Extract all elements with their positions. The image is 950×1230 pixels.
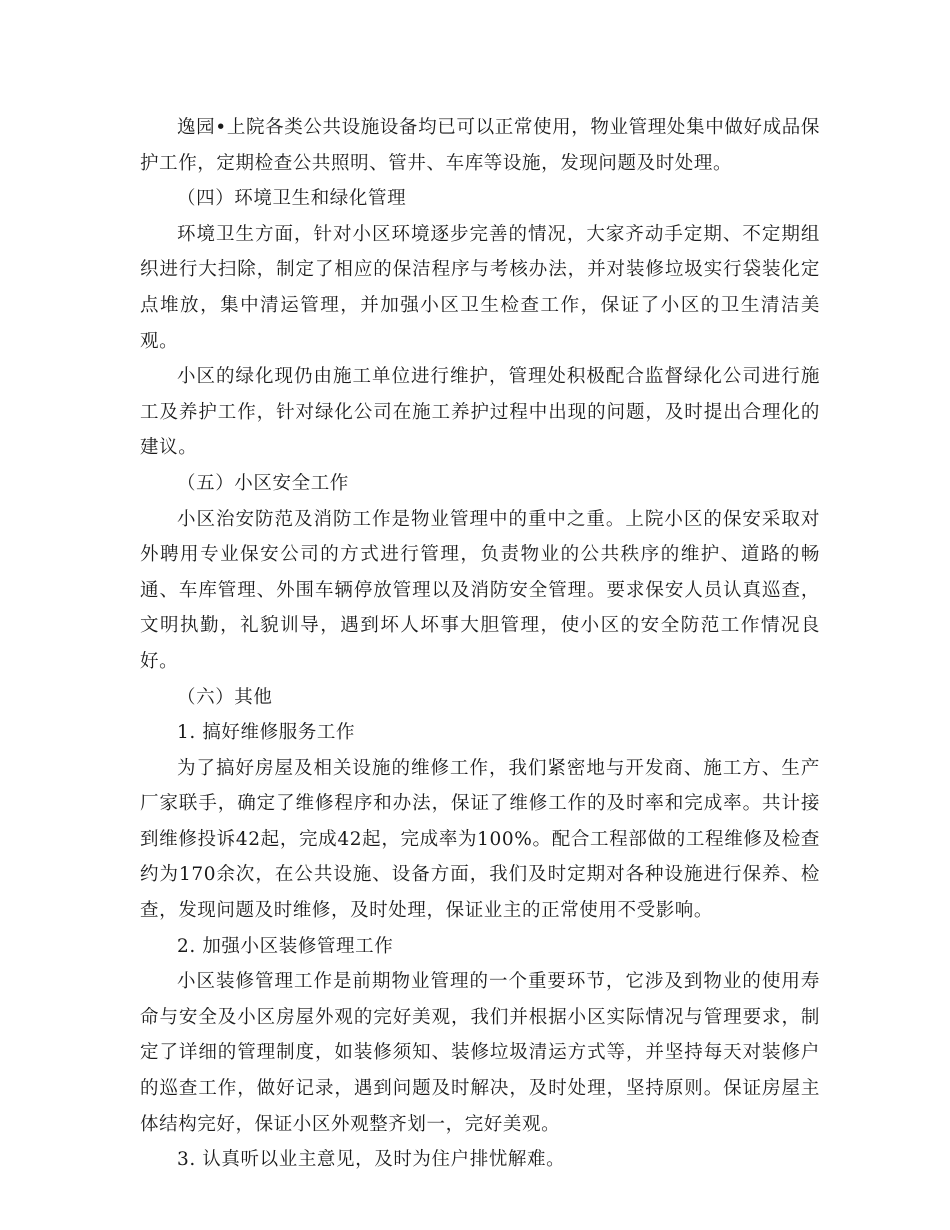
- paragraph-maintenance: 为了搞好房屋及相关设施的维修工作，我们紧密地与开发商、施工方、生产厂家联手，确定了维修程序和办法，保证了维修工作的及时率和完成率。共计接到维修投诉42起，完成42起，完成率为100%。配合工程部做的工程维修及检查约为170余次，在公共设施、设备方面，我们及时定期对各种设施进行保养、检查，发现问题及时维修，及时处理，保证业主的正常使用不受影响。: [140, 757, 820, 922]
- paragraph-greening: 小区的绿化现仍由施工单位进行维护，管理处积极配合监督绿化公司进行施工及养护工作，针对绿化公司在施工养护过程中出现的问题，及时提出合理化的建议。: [140, 366, 820, 459]
- paragraph-renovation: 小区装修管理工作是前期物业管理的一个重要环节，它涉及到物业的使用寿命与安全及小区房屋外观的完好美观，我们并根据小区实际情况与管理要求，制定了详细的管理制度，如装修须知、装修垃圾清运方式等，并坚持每天对装修户的巡查工作，做好记录，遇到问题及时解决，及时处理，坚持原则。保证房屋主体结构完好，保证小区外观整齐划一，完好美观。: [140, 971, 820, 1135]
- heading-renovation: 2. 加强小区装修管理工作: [177, 935, 394, 957]
- document-body: [140, 110, 820, 1178]
- paragraph-public-facilities: 逸园•上院各类公共设施设备均已可以正常使用，物业管理处集中做好成品保护工作，定期检查公共照明、管井、车库等设施，发现问题及时处理。: [140, 117, 820, 174]
- heading-environment-greening: （四）环境卫生和绿化管理: [177, 188, 407, 210]
- heading-other: （六）其他: [177, 686, 273, 708]
- heading-maintenance: 1. 搞好维修服务工作: [177, 722, 356, 744]
- paragraph-sanitation: 环境卫生方面，针对小区环境逐步完善的情况，大家齐动手定期、不定期组织进行大扫除，制定了相应的保洁程序与考核办法，并对装修垃圾实行袋装化定点堆放，集中清运管理，并加强小区卫生检查工作，保证了小区的卫生清洁美观。: [140, 223, 820, 352]
- heading-owner-feedback: 3. 认真听以业主意见，及时为住户排忧解难。: [177, 1149, 566, 1171]
- paragraph-security: 小区治安防范及消防工作是物业管理中的重中之重。上院小区的保安采取对外聘用专业保安公司的方式进行管理，负责物业的公共秩序的维护、道路的畅通、车库管理、外围车辆停放管理以及消防安全管理。要求保安人员认真巡查，文明执勤，礼貌训导，遇到坏人坏事大胆管理，使小区的安全防范工作情况良好。: [140, 508, 820, 672]
- heading-safety: （五）小区安全工作: [177, 472, 349, 494]
